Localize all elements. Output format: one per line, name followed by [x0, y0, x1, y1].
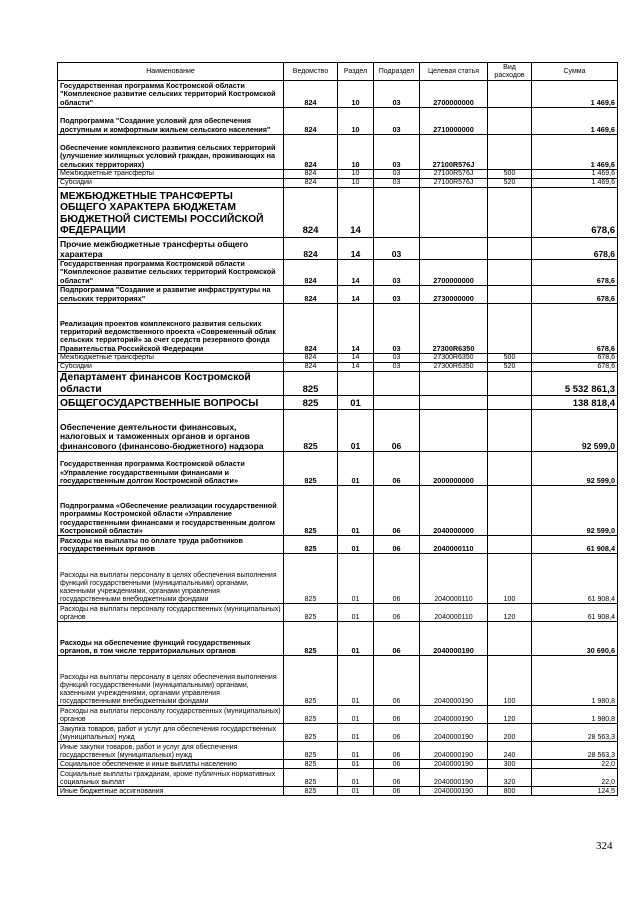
cell-summa: 678,6 [532, 354, 618, 363]
cell-podrazdel: 03 [374, 286, 420, 304]
cell-razdel: 14 [338, 238, 374, 260]
cell-razdel: 10 [338, 135, 374, 170]
cell-razdel: 10 [338, 179, 374, 188]
cell-vid-rashodov [488, 372, 532, 396]
cell-razdel: 01 [338, 787, 374, 796]
cell-vedomstvo: 824 [284, 170, 338, 179]
cell-celevaya-statya: 2040000190 [420, 787, 488, 796]
cell-name: Субсидии [58, 363, 284, 372]
table-row [58, 536, 618, 554]
cell-razdel: 01 [338, 410, 374, 452]
col-header-podrazdel: Подраздел [374, 63, 420, 81]
table-row [58, 188, 618, 238]
cell-vedomstvo: 824 [284, 354, 338, 363]
cell-summa: 1 980,8 [532, 706, 618, 724]
cell-razdel [338, 372, 374, 396]
cell-vid-rashodov [488, 286, 532, 304]
cell-vid-rashodov: 120 [488, 604, 532, 622]
table-row [58, 706, 618, 724]
cell-podrazdel: 06 [374, 787, 420, 796]
cell-summa: 1 469,6 [532, 81, 618, 108]
cell-vedomstvo: 825 [284, 486, 338, 536]
cell-celevaya-statya: 2040000000 [420, 486, 488, 536]
table-body [58, 81, 618, 796]
cell-podrazdel: 06 [374, 656, 420, 706]
cell-vid-rashodov: 520 [488, 363, 532, 372]
col-header-vedomstvo: Ведомство [284, 63, 338, 81]
cell-celevaya-statya [420, 372, 488, 396]
cell-vedomstvo: 824 [284, 238, 338, 260]
cell-vid-rashodov [488, 536, 532, 554]
cell-celevaya-statya [420, 396, 488, 410]
cell-vedomstvo: 824 [284, 135, 338, 170]
cell-summa: 678,6 [532, 238, 618, 260]
cell-name: Государственная программа Костромской области «Управление государственными финансами и государственным долгом Костромской области» [58, 452, 284, 486]
page-number: 324 [596, 840, 613, 852]
cell-vid-rashodov: 520 [488, 179, 532, 188]
table-row [58, 396, 618, 410]
table-row [58, 363, 618, 372]
cell-podrazdel: 06 [374, 486, 420, 536]
cell-vid-rashodov: 300 [488, 760, 532, 769]
cell-podrazdel: 03 [374, 260, 420, 286]
cell-vedomstvo: 824 [284, 363, 338, 372]
cell-name: Подпрограмма «Обеспечение реализации государственной программы Костромской области «Управление государственными финансами и государственным долгом Костромской области» [58, 486, 284, 536]
cell-summa: 92 599,0 [532, 410, 618, 452]
cell-celevaya-statya: 2040000190 [420, 706, 488, 724]
cell-podrazdel: 03 [374, 304, 420, 354]
cell-vid-rashodov: 100 [488, 554, 532, 604]
cell-razdel: 14 [338, 354, 374, 363]
cell-razdel: 10 [338, 81, 374, 108]
table-row [58, 787, 618, 796]
cell-vid-rashodov: 500 [488, 354, 532, 363]
cell-razdel: 14 [338, 286, 374, 304]
cell-vedomstvo: 824 [284, 286, 338, 304]
cell-podrazdel: 06 [374, 706, 420, 724]
table-row [58, 81, 618, 108]
cell-vedomstvo: 824 [284, 81, 338, 108]
cell-name: Обеспечение комплексного развития сельских территорий (улучшение жилищных условий граждан, проживающих на сельских территориях) [58, 135, 284, 170]
cell-name: Расходы на выплаты персоналу государственных (муниципальных) органов [58, 706, 284, 724]
table-row [58, 354, 618, 363]
table-row [58, 304, 618, 354]
cell-podrazdel: 03 [374, 363, 420, 372]
cell-vedomstvo: 825 [284, 604, 338, 622]
cell-podrazdel: 03 [374, 170, 420, 179]
cell-celevaya-statya: 2700000000 [420, 81, 488, 108]
table-row [58, 410, 618, 452]
table-row [58, 622, 618, 656]
cell-razdel: 01 [338, 396, 374, 410]
cell-vid-rashodov: 100 [488, 656, 532, 706]
cell-vid-rashodov: 240 [488, 742, 532, 760]
cell-razdel: 01 [338, 769, 374, 787]
cell-name: Подпрограмма "Создание и развитие инфраструктуры на сельских территориях" [58, 286, 284, 304]
table-row [58, 742, 618, 760]
cell-celevaya-statya: 27100R576J [420, 179, 488, 188]
cell-celevaya-statya: 2700000000 [420, 260, 488, 286]
cell-vedomstvo: 824 [284, 179, 338, 188]
cell-vid-rashodov [488, 135, 532, 170]
cell-name: Расходы на выплаты по оплате труда работников государственных органов [58, 536, 284, 554]
cell-celevaya-statya: 2040000190 [420, 656, 488, 706]
cell-name: Расходы на выплаты персоналу в целях обеспечения выполнения функций государственными (муниципальными) органами, казенными учреждениями, органами управления государственными внебюджетными фондами [58, 554, 284, 604]
cell-summa: 678,6 [532, 286, 618, 304]
cell-razdel: 01 [338, 554, 374, 604]
cell-vedomstvo: 825 [284, 787, 338, 796]
cell-summa: 1 469,6 [532, 108, 618, 135]
cell-razdel: 10 [338, 108, 374, 135]
cell-summa: 1 469,6 [532, 179, 618, 188]
cell-podrazdel: 06 [374, 452, 420, 486]
cell-vedomstvo: 825 [284, 372, 338, 396]
header-row [58, 63, 618, 81]
cell-summa: 92 599,0 [532, 486, 618, 536]
cell-vedomstvo: 825 [284, 760, 338, 769]
cell-summa: 61 908,4 [532, 604, 618, 622]
cell-name: Иные бюджетные ассигнования [58, 787, 284, 796]
cell-vedomstvo: 825 [284, 706, 338, 724]
cell-vid-rashodov: 200 [488, 724, 532, 742]
cell-name: Государственная программа Костромской области "Комплексное развитие сельских территорий Костромской области" [58, 81, 284, 108]
cell-summa: 678,6 [532, 188, 618, 238]
cell-name: Социальное обеспечение и иные выплаты населению [58, 760, 284, 769]
cell-razdel: 01 [338, 536, 374, 554]
cell-celevaya-statya: 27300R6350 [420, 363, 488, 372]
cell-podrazdel [374, 396, 420, 410]
cell-celevaya-statya: 27300R6350 [420, 304, 488, 354]
cell-name: Межбюджетные трансферты [58, 354, 284, 363]
cell-vid-rashodov [488, 260, 532, 286]
cell-vedomstvo: 825 [284, 656, 338, 706]
table-row [58, 260, 618, 286]
cell-celevaya-statya: 27300R6350 [420, 354, 488, 363]
cell-vid-rashodov [488, 410, 532, 452]
cell-razdel: 14 [338, 363, 374, 372]
table-row [58, 760, 618, 769]
cell-podrazdel: 06 [374, 742, 420, 760]
cell-vedomstvo: 825 [284, 742, 338, 760]
cell-podrazdel: 06 [374, 536, 420, 554]
cell-razdel: 14 [338, 188, 374, 238]
cell-razdel: 01 [338, 604, 374, 622]
cell-summa: 22,0 [532, 760, 618, 769]
cell-summa: 28 563,3 [532, 724, 618, 742]
table-row [58, 372, 618, 396]
cell-vedomstvo: 825 [284, 769, 338, 787]
cell-vid-rashodov: 320 [488, 769, 532, 787]
cell-vid-rashodov [488, 486, 532, 536]
cell-razdel: 01 [338, 452, 374, 486]
cell-celevaya-statya: 2040000190 [420, 742, 488, 760]
cell-razdel: 01 [338, 486, 374, 536]
cell-podrazdel [374, 372, 420, 396]
cell-razdel: 01 [338, 656, 374, 706]
cell-podrazdel: 06 [374, 760, 420, 769]
table-row [58, 554, 618, 604]
cell-vid-rashodov [488, 108, 532, 135]
cell-podrazdel: 06 [374, 622, 420, 656]
cell-name: Обеспечение деятельности финансовых, налоговых и таможенных органов и органов финансового (финансово-бюджетного) надзора [58, 410, 284, 452]
table-row [58, 286, 618, 304]
cell-vid-rashodov [488, 188, 532, 238]
col-header-celevaya-statya: Целевая статья [420, 63, 488, 81]
cell-summa: 61 908,4 [532, 536, 618, 554]
cell-celevaya-statya [420, 410, 488, 452]
cell-vedomstvo: 825 [284, 396, 338, 410]
cell-podrazdel: 03 [374, 179, 420, 188]
cell-celevaya-statya: 2710000000 [420, 108, 488, 135]
cell-name: МЕЖБЮДЖЕТНЫЕ ТРАНСФЕРТЫ ОБЩЕГО ХАРАКТЕРА БЮДЖЕТАМ БЮДЖЕТНОЙ СИСТЕМЫ РОССИЙСКОЙ ФЕДЕРАЦИИ [58, 188, 284, 238]
cell-name: Закупка товаров, работ и услуг для обеспечения государственных (муниципальных) нужд [58, 724, 284, 742]
col-header-razdel: Раздел [338, 63, 374, 81]
table-row [58, 452, 618, 486]
cell-name: Иные закупки товаров, работ и услуг для обеспечения государственных (муниципальных) нужд [58, 742, 284, 760]
cell-podrazdel: 06 [374, 410, 420, 452]
cell-celevaya-statya: 2040000190 [420, 724, 488, 742]
cell-summa: 678,6 [532, 304, 618, 354]
cell-vedomstvo: 824 [284, 188, 338, 238]
cell-podrazdel: 03 [374, 108, 420, 135]
cell-name: Расходы на выплаты персоналу в целях обеспечения выполнения функций государственными (муниципальными) органами, казенными учреждениями, органами управления государственными внебюджетными фондами [58, 656, 284, 706]
cell-razdel: 14 [338, 304, 374, 354]
cell-celevaya-statya: 2000000000 [420, 452, 488, 486]
table-row [58, 486, 618, 536]
cell-vid-rashodov: 500 [488, 170, 532, 179]
cell-summa: 92 599,0 [532, 452, 618, 486]
cell-podrazdel: 03 [374, 354, 420, 363]
cell-vid-rashodov [488, 81, 532, 108]
table-row [58, 170, 618, 179]
col-header-name: Наименование [58, 63, 284, 81]
table-row [58, 135, 618, 170]
cell-razdel: 01 [338, 724, 374, 742]
cell-vedomstvo: 825 [284, 536, 338, 554]
cell-vid-rashodov [488, 396, 532, 410]
cell-vid-rashodov [488, 622, 532, 656]
cell-name: Подпрограмма "Создание условий для обеспечения доступным и комфортным жильем сельского населения" [58, 108, 284, 135]
cell-summa: 1 469,6 [532, 135, 618, 170]
cell-celevaya-statya: 2040000190 [420, 622, 488, 656]
cell-name: Субсидии [58, 179, 284, 188]
cell-vedomstvo: 825 [284, 410, 338, 452]
cell-razdel: 01 [338, 622, 374, 656]
cell-name: Государственная программа Костромской области "Комплексное развитие сельских территорий Костромской области" [58, 260, 284, 286]
cell-vid-rashodov: 800 [488, 787, 532, 796]
cell-podrazdel: 06 [374, 604, 420, 622]
cell-razdel: 01 [338, 760, 374, 769]
cell-name: Социальные выплаты гражданам, кроме публичных нормативных социальных выплат [58, 769, 284, 787]
cell-podrazdel: 06 [374, 554, 420, 604]
cell-vedomstvo: 824 [284, 304, 338, 354]
cell-vedomstvo: 824 [284, 260, 338, 286]
cell-summa: 678,6 [532, 260, 618, 286]
cell-vedomstvo: 825 [284, 554, 338, 604]
cell-celevaya-statya: 2040000190 [420, 769, 488, 787]
cell-summa: 678,6 [532, 363, 618, 372]
cell-vedomstvo: 825 [284, 622, 338, 656]
cell-vid-rashodov: 120 [488, 706, 532, 724]
cell-name: Департамент финансов Костромской области [58, 372, 284, 396]
cell-summa: 1 469,6 [532, 170, 618, 179]
cell-vid-rashodov [488, 304, 532, 354]
table-row [58, 724, 618, 742]
cell-summa: 138 818,4 [532, 396, 618, 410]
col-header-vid-rashodov: Вид расходов [488, 63, 532, 81]
cell-podrazdel [374, 188, 420, 238]
cell-celevaya-statya: 2040000190 [420, 760, 488, 769]
cell-celevaya-statya: 2040000110 [420, 536, 488, 554]
table-row [58, 656, 618, 706]
cell-celevaya-statya [420, 188, 488, 238]
cell-razdel: 14 [338, 260, 374, 286]
cell-summa: 30 690,6 [532, 622, 618, 656]
cell-summa: 124,5 [532, 787, 618, 796]
cell-celevaya-statya: 27100R576J [420, 135, 488, 170]
cell-vedomstvo: 825 [284, 724, 338, 742]
cell-name: Расходы на обеспечение функций государственных органов, в том числе территориальных органов [58, 622, 284, 656]
table-row [58, 769, 618, 787]
col-header-summa: Сумма [532, 63, 618, 81]
cell-summa: 61 908,4 [532, 554, 618, 604]
cell-summa: 28 563,3 [532, 742, 618, 760]
cell-vedomstvo: 825 [284, 452, 338, 486]
cell-celevaya-statya: 2730000000 [420, 286, 488, 304]
cell-vid-rashodov [488, 238, 532, 260]
cell-name: Прочие межбюджетные трансферты общего характера [58, 238, 284, 260]
cell-summa: 5 532 861,3 [532, 372, 618, 396]
cell-razdel: 10 [338, 170, 374, 179]
cell-summa: 22,0 [532, 769, 618, 787]
cell-name: Межбюджетные трансферты [58, 170, 284, 179]
cell-razdel: 01 [338, 742, 374, 760]
table-row [58, 238, 618, 260]
cell-podrazdel: 03 [374, 238, 420, 260]
budget-table [57, 62, 618, 796]
table-row [58, 108, 618, 135]
cell-podrazdel: 03 [374, 81, 420, 108]
table-row [58, 179, 618, 188]
cell-vedomstvo: 824 [284, 108, 338, 135]
table-row [58, 604, 618, 622]
cell-name: Расходы на выплаты персоналу государственных (муниципальных) органов [58, 604, 284, 622]
cell-podrazdel: 03 [374, 135, 420, 170]
cell-celevaya-statya [420, 238, 488, 260]
cell-summa: 1 980,8 [532, 656, 618, 706]
cell-vid-rashodov [488, 452, 532, 486]
cell-celevaya-statya: 2040000110 [420, 554, 488, 604]
budget-table-container [57, 62, 617, 796]
cell-podrazdel: 06 [374, 769, 420, 787]
cell-razdel: 01 [338, 706, 374, 724]
cell-name: Реализация проектов комплексного развития сельских территорий ведомственного проекта «Современный облик сельских территорий» за счет средств резервного фонда Правительства Российской Федерации [58, 304, 284, 354]
cell-podrazdel: 06 [374, 724, 420, 742]
cell-name: ОБЩЕГОСУДАРСТВЕННЫЕ ВОПРОСЫ [58, 396, 284, 410]
cell-celevaya-statya: 2040000110 [420, 604, 488, 622]
cell-celevaya-statya: 27100R576J [420, 170, 488, 179]
